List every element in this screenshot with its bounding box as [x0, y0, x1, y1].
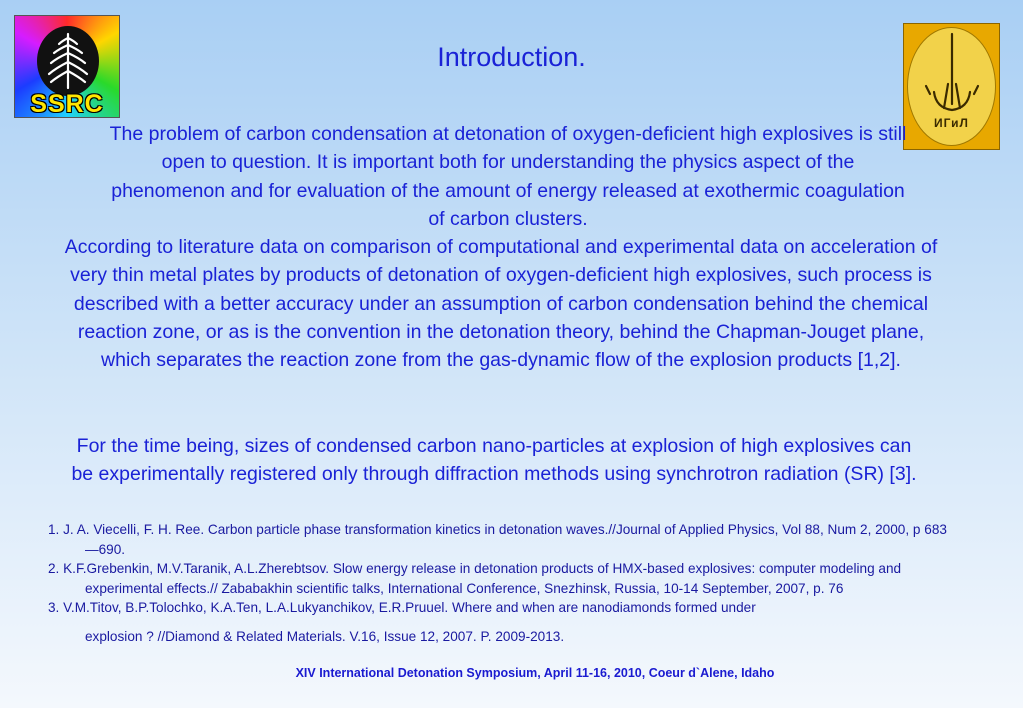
reference-3: 3. V.M.Titov, B.P.Tolochko, K.A.Ten, L.A.Lukyanchikov, E.R.Pruuel. Where and when are nanodiamonds formed under: [48, 600, 756, 615]
reference-3-continuation: explosion ? //Diamond & Related Materials. V.16, Issue 12, 2007. P. 2009-2013.: [85, 628, 565, 644]
paragraph-2: According to literature data on comparison of computational and experimental data on acceleration of very thin metal plates by products of detonation of oxygen-deficient high explosives, such process is described with a better accuracy under an assumption of carbon condensation behind the chemical reaction zone, or as is the convention in the detonation theory, behind the Chapman-Jouget plane, which separates the reaction zone from the gas-dynamic flow of the explosion products [1,2].: [64, 236, 938, 372]
page-title: Introduction.: [437, 42, 586, 72]
ssrc-logo-text: SSRC: [30, 90, 104, 118]
paragraph-1: The problem of carbon condensation at detonation of oxygen-deficient high explosives is still open to question. It is important both for understanding the physics aspect of the phenomenon and for evaluation of the amount of energy released at exothermic coagulation of carbon clusters.: [109, 123, 907, 230]
footer-conference: XIV International Detonation Symposium, April 11-16, 2010, Coeur d`Alene, Idaho: [295, 666, 775, 680]
reference-1: 1. J. A. Viecelli, F. H. Ree. Carbon particle phase transformation kinetics in detonation waves.//Journal of Applied Physics, Vol 88, Num 2, 2000, p 683—690.: [48, 522, 947, 557]
reference-2: 2. K.F.Grebenkin, M.V.Taranik, A.L.Zherebtsov. Slow energy release in detonation products of HMX-based explosives: computer modeling and experimental effects.// Zababakhin scientific talks, International Conference, Snezhinsk, Russia, 10-14 September, 2007, p. 76: [48, 561, 902, 596]
references-list: [48, 520, 948, 646]
paragraph-3: For the time being, sizes of condensed carbon nano-particles at explosion of high explosives can be experimentally registered only through diffraction methods using synchrotron radiation (SR) [3].: [71, 435, 917, 486]
igil-logo-text: ИГиЛ: [934, 116, 969, 130]
